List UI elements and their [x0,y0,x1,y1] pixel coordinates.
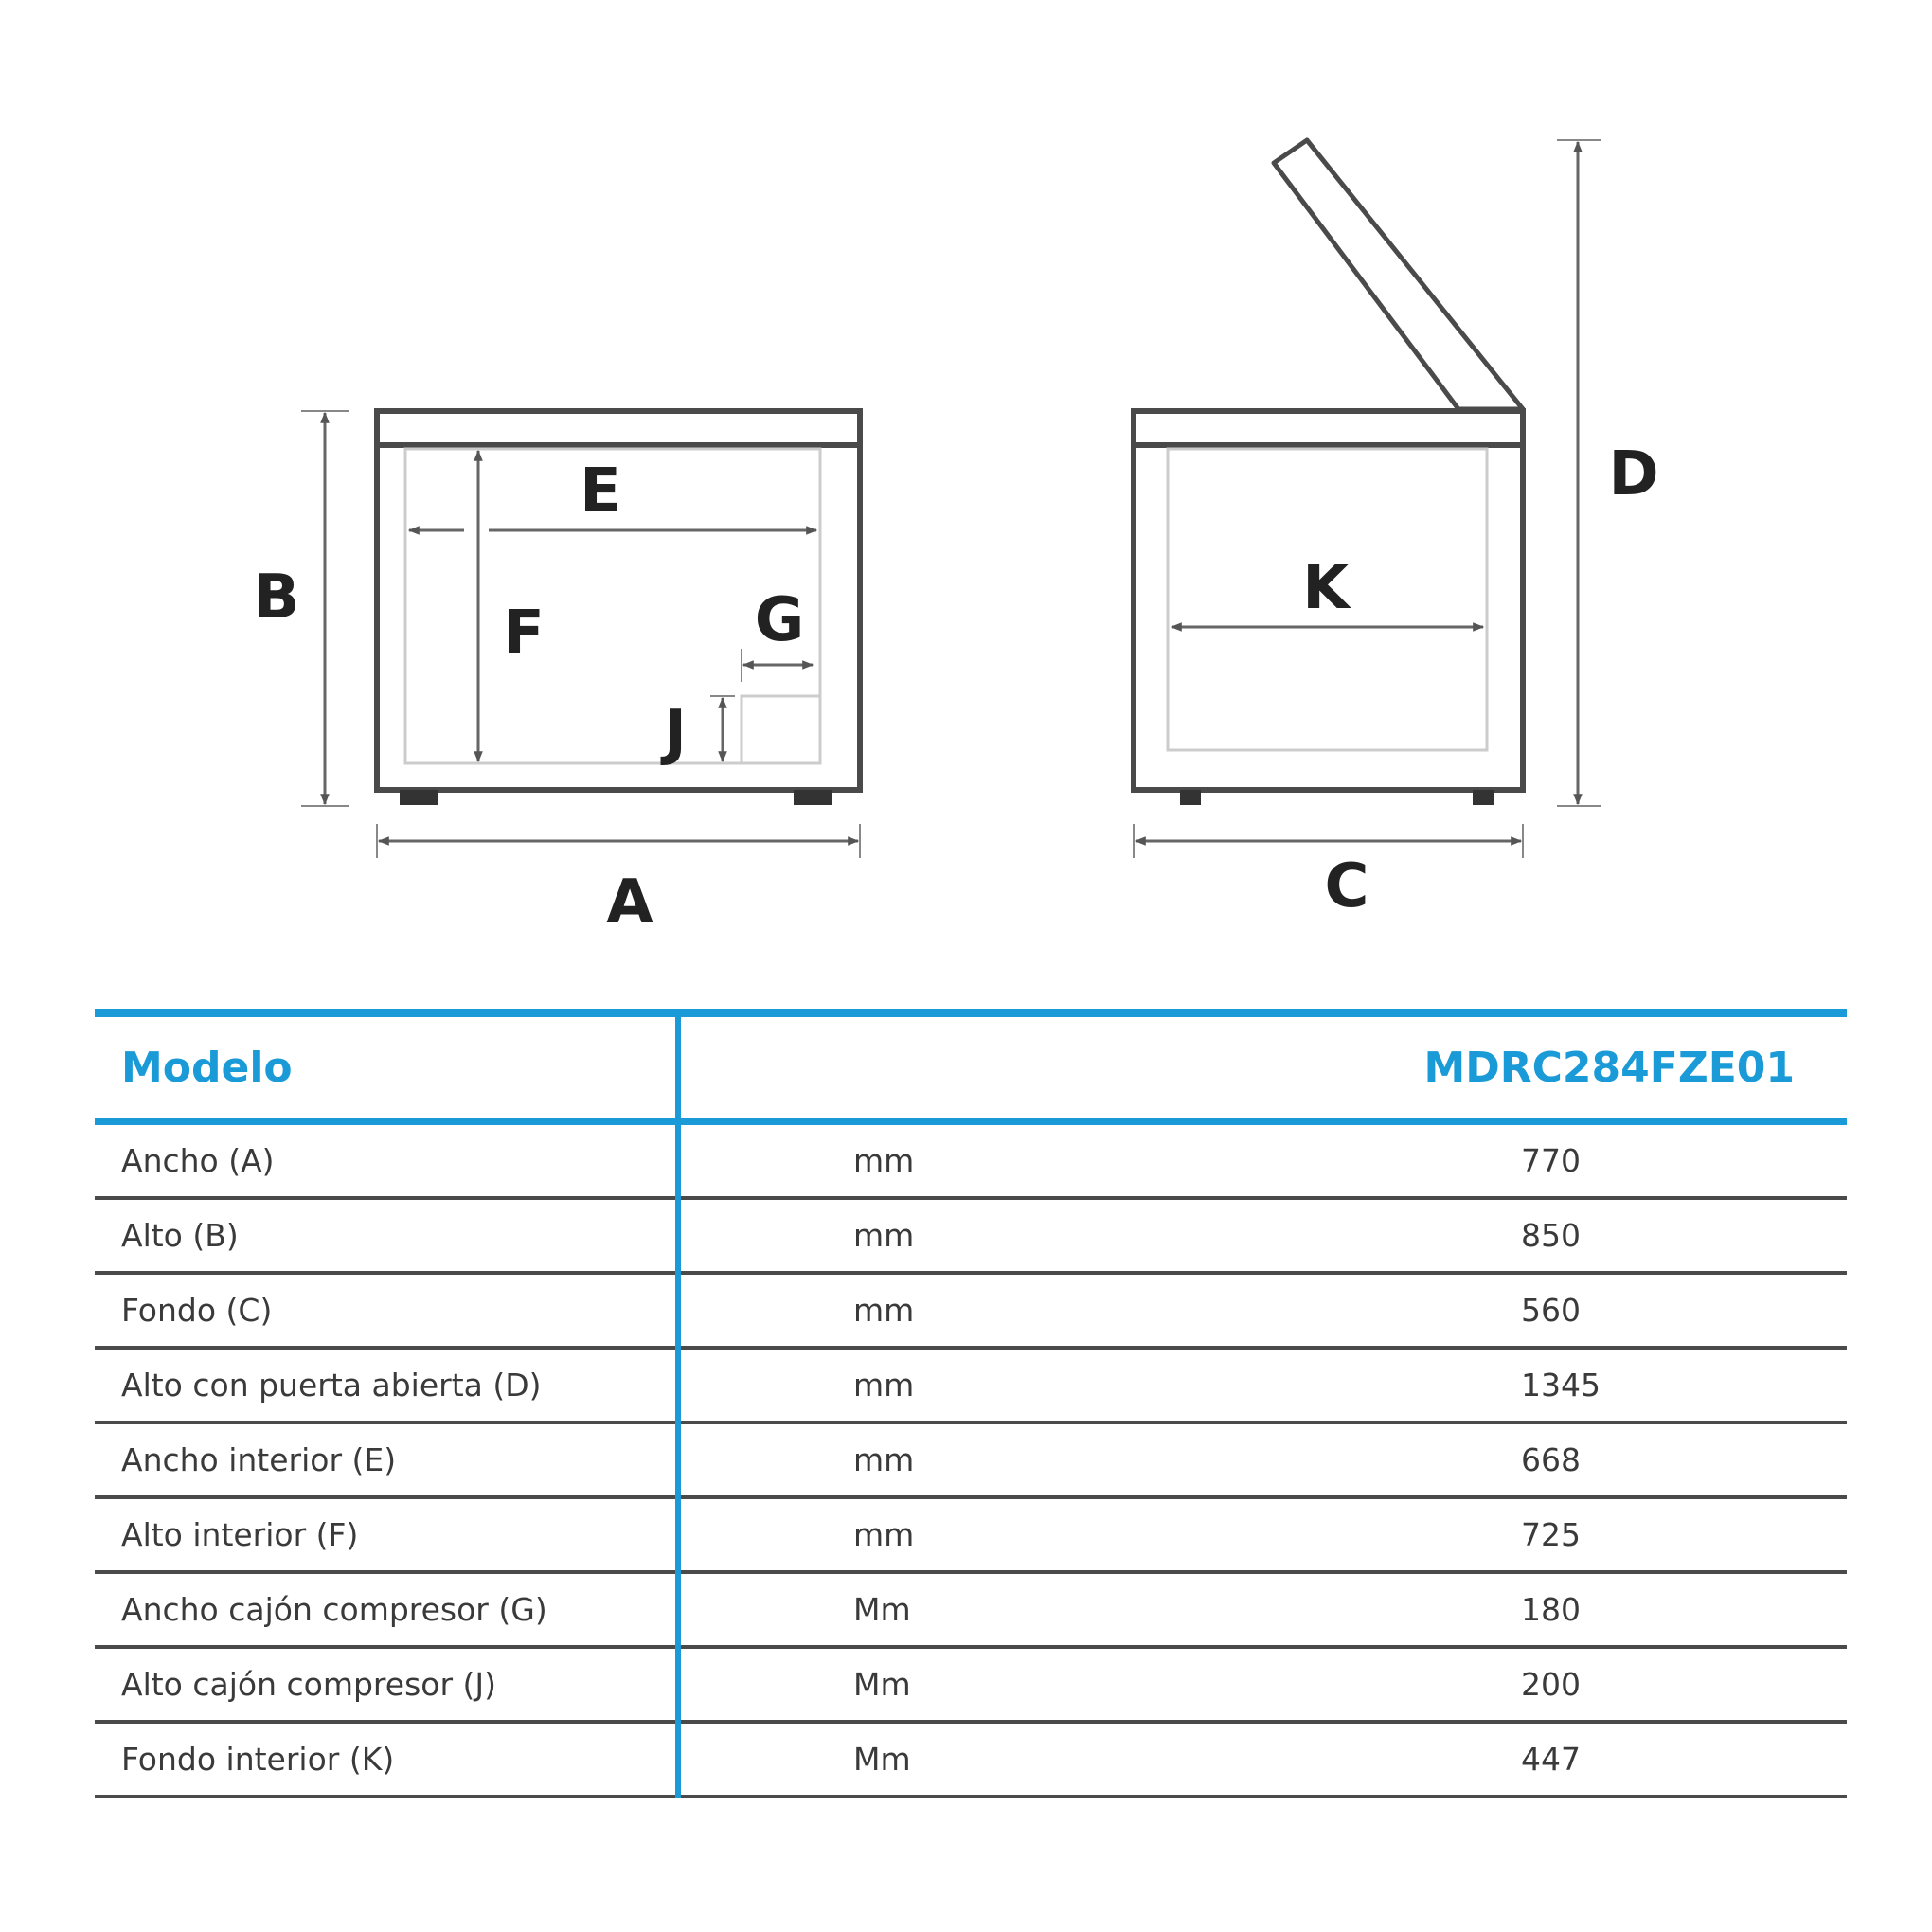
row-label: Alto cajón compresor (J) [95,1647,678,1722]
dim-g-label: G [754,585,805,655]
side-foot-right [1473,790,1494,805]
table-row [95,1572,1847,1647]
row-value: 200 [953,1647,1847,1722]
dim-a-label: A [606,868,653,938]
spec-table [95,1009,1847,1798]
row-unit: mm [678,1121,953,1198]
row-value: 770 [953,1121,1847,1198]
table-row [95,1647,1847,1722]
row-value: 725 [953,1497,1847,1572]
table-row [95,1121,1847,1198]
table-row [95,1273,1847,1348]
row-value: 447 [953,1722,1847,1797]
model-value: MDRC284FZE01 [678,1013,1847,1122]
table-row [95,1198,1847,1273]
table-row [95,1422,1847,1497]
dim-k-label: K [1302,553,1350,623]
front-view [254,411,860,938]
row-unit: mm [678,1348,953,1422]
row-unit: Mm [678,1572,953,1647]
dim-e-label: E [580,456,621,527]
row-unit: mm [678,1497,953,1572]
row-label: Fondo (C) [95,1273,678,1348]
front-foot-left [400,790,438,805]
row-unit: mm [678,1198,953,1273]
row-value: 1345 [953,1348,1847,1422]
side-open-lid [1274,140,1523,409]
row-unit: mm [678,1422,953,1497]
row-value: 180 [953,1572,1847,1647]
front-compressor-box [742,696,820,763]
row-label: Ancho (A) [95,1121,678,1198]
table-row [95,1348,1847,1422]
front-foot-right [794,790,832,805]
table-header-row [95,1013,1847,1122]
row-label: Ancho cajón compresor (G) [95,1572,678,1647]
row-value: 560 [953,1273,1847,1348]
row-value: 668 [953,1422,1847,1497]
model-label: Modelo [95,1013,678,1122]
table-row [95,1722,1847,1797]
dim-c-label: C [1324,851,1369,921]
row-unit: Mm [678,1647,953,1722]
row-unit: Mm [678,1722,953,1797]
table-row [95,1497,1847,1572]
dim-d-label: D [1608,439,1659,510]
side-foot-left [1180,790,1201,805]
row-label: Alto (B) [95,1198,678,1273]
row-label: Alto con puerta abierta (D) [95,1348,678,1422]
row-label: Ancho interior (E) [95,1422,678,1497]
side-view [1134,140,1659,921]
row-label: Fondo interior (K) [95,1722,678,1797]
spec-table-body [95,1013,1847,1798]
dim-f-label: F [503,599,545,669]
row-value: 850 [953,1198,1847,1273]
row-unit: mm [678,1273,953,1348]
row-label: Alto interior (F) [95,1497,678,1572]
dim-b-label: B [253,563,300,633]
dim-j-label: J [664,698,687,768]
